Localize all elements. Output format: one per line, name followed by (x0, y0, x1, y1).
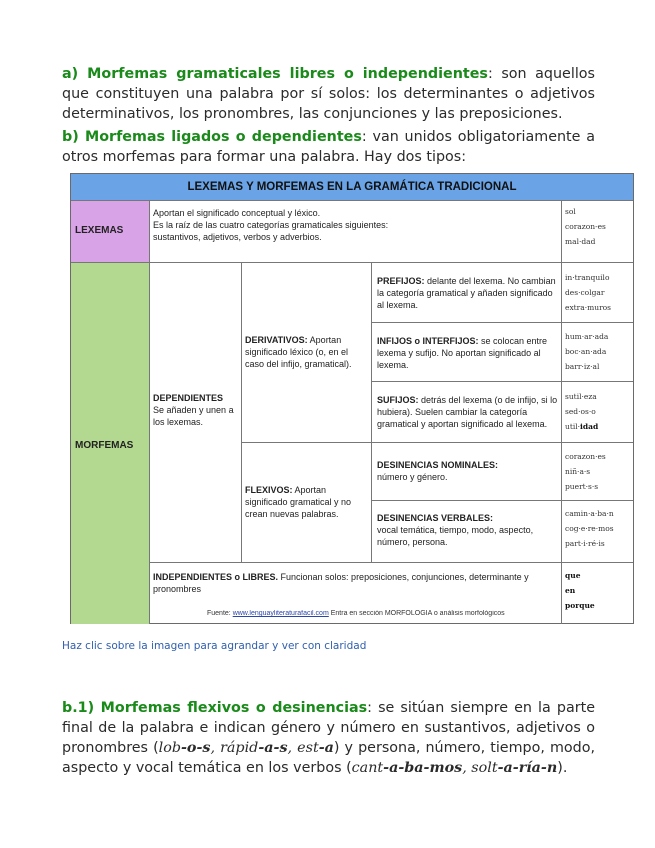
lexemas-label: LEXEMAS (71, 200, 149, 262)
infijos-examples: hum·ar·ada boc·an·ada barr·iz·al (565, 332, 609, 371)
lexemas-description: Aportan el significado conceptual y léxico. Es la raíz de las cuatro categorías gramaticales siguientes: sustantivos, adjetivos, verbos y adverbios. (153, 208, 389, 242)
nominales-examples: corazon·es niñ·a·s puert·s·s (565, 452, 606, 491)
paragraph-b-heading: b) Morfemas ligados o dependientes (62, 129, 362, 145)
morphemes-table-image[interactable] (70, 173, 634, 624)
table-title: LEXEMAS Y MORFEMAS EN LA GRAMÁTICA TRADICIONAL (71, 174, 633, 200)
infijos-cell: INFIJOS o INTERFIJOS: se colocan entre lexema y sufijo. No aportan significado al lexema. (377, 336, 548, 370)
prefijos-examples: in·tranquilo des·colgar extra·muros (565, 273, 612, 312)
lexemas-examples: sol corazon-es mal·dad (565, 207, 606, 246)
paragraph-b1-heading: b.1) Morfemas flexivos o desinencias (62, 700, 368, 716)
paragraph-a-text: son aquellos que constituyen una palabra por sí solos: los determinantes o adjetivos determinativos, los pronombres, las conjunciones y las preposiciones. (62, 66, 595, 122)
independientes-examples: que en porque (565, 571, 595, 610)
desinencias-verbales-cell: DESINENCIAS VERBALES: vocal temática, tiempo, modo, aspecto, número, persona. (377, 513, 534, 547)
independientes-cell: INDEPENDIENTES o LIBRES. Funcionan solos: preposiciones, conjunciones, determinante y pronombres (153, 572, 529, 594)
derivativos-cell: DERIVATIVOS: Aportan significado léxico (o, en el caso del infijo, gramatical). (245, 335, 352, 369)
paragraph-a-heading: a) Morfemas gramaticales libres o independientes (62, 66, 488, 82)
source-link[interactable]: www.lenguayliteraturafacil.com (232, 610, 329, 617)
paragraph-b: b) Morfemas ligados o dependientes: van unidos obligatoriamente a otros morfemas para formar una palabra. Hay dos tipos: (62, 129, 595, 165)
paragraph-b1: b.1) Morfemas flexivos o desinencias: se sitúan siempre en la parte final de la palabra e indican género y número en sustantivos, adjetivos o pronombres (lob-o-s, rápid-a-s, est-a) y persona, número, tiempo, modo, aspecto y vocal temática en los verbos (cant-a-ba-mos, solt-a-ría-n). (62, 700, 595, 776)
sufijos-examples: sutil·eza sed·os·o util·idad (565, 392, 599, 431)
paragraph-b-text: van unidos obligatoriamente a otros morfemas para formar una palabra. Hay dos tipos: (62, 129, 595, 165)
desinencias-nominales-cell: DESINENCIAS NOMINALES: número y género. (377, 460, 499, 482)
morfemas-label: MORFEMAS (71, 262, 149, 624)
source-note: Fuente: www.lenguayliteraturafacil.com Entra en sección MORFOLOGÍA o análisis morfológicos (207, 610, 505, 617)
prefijos-cell: PREFIJOS: delante del lexema. No cambian la categoría gramatical y añaden significado al lexema. (377, 276, 556, 310)
enlarge-image-caption[interactable]: Haz clic sobre la imagen para agrandar y ver con claridad (62, 640, 367, 652)
sufijos-cell: SUFIJOS: detrás del lexema (o de infijo, si lo hubiera). Suelen cambiar la categoría gramatical y aportan significado al lexema. (377, 395, 558, 429)
paragraph-a: a) Morfemas gramaticales libres o independientes: son aquellos que constituyen una palabra por sí solos: los determinantes o adjetivos determinativos, los pronombres, las conjunciones y las preposiciones. (62, 66, 595, 122)
dependientes-cell: DEPENDIENTES Se añaden y unen a los lexemas. (153, 393, 234, 427)
flexivos-cell: FLEXIVOS: Aportan significado gramatical y no crean nuevas palabras. (245, 485, 352, 519)
verbales-examples: camin·a·ba·n cog·e·re·mos part·i·ré·is (565, 509, 614, 548)
